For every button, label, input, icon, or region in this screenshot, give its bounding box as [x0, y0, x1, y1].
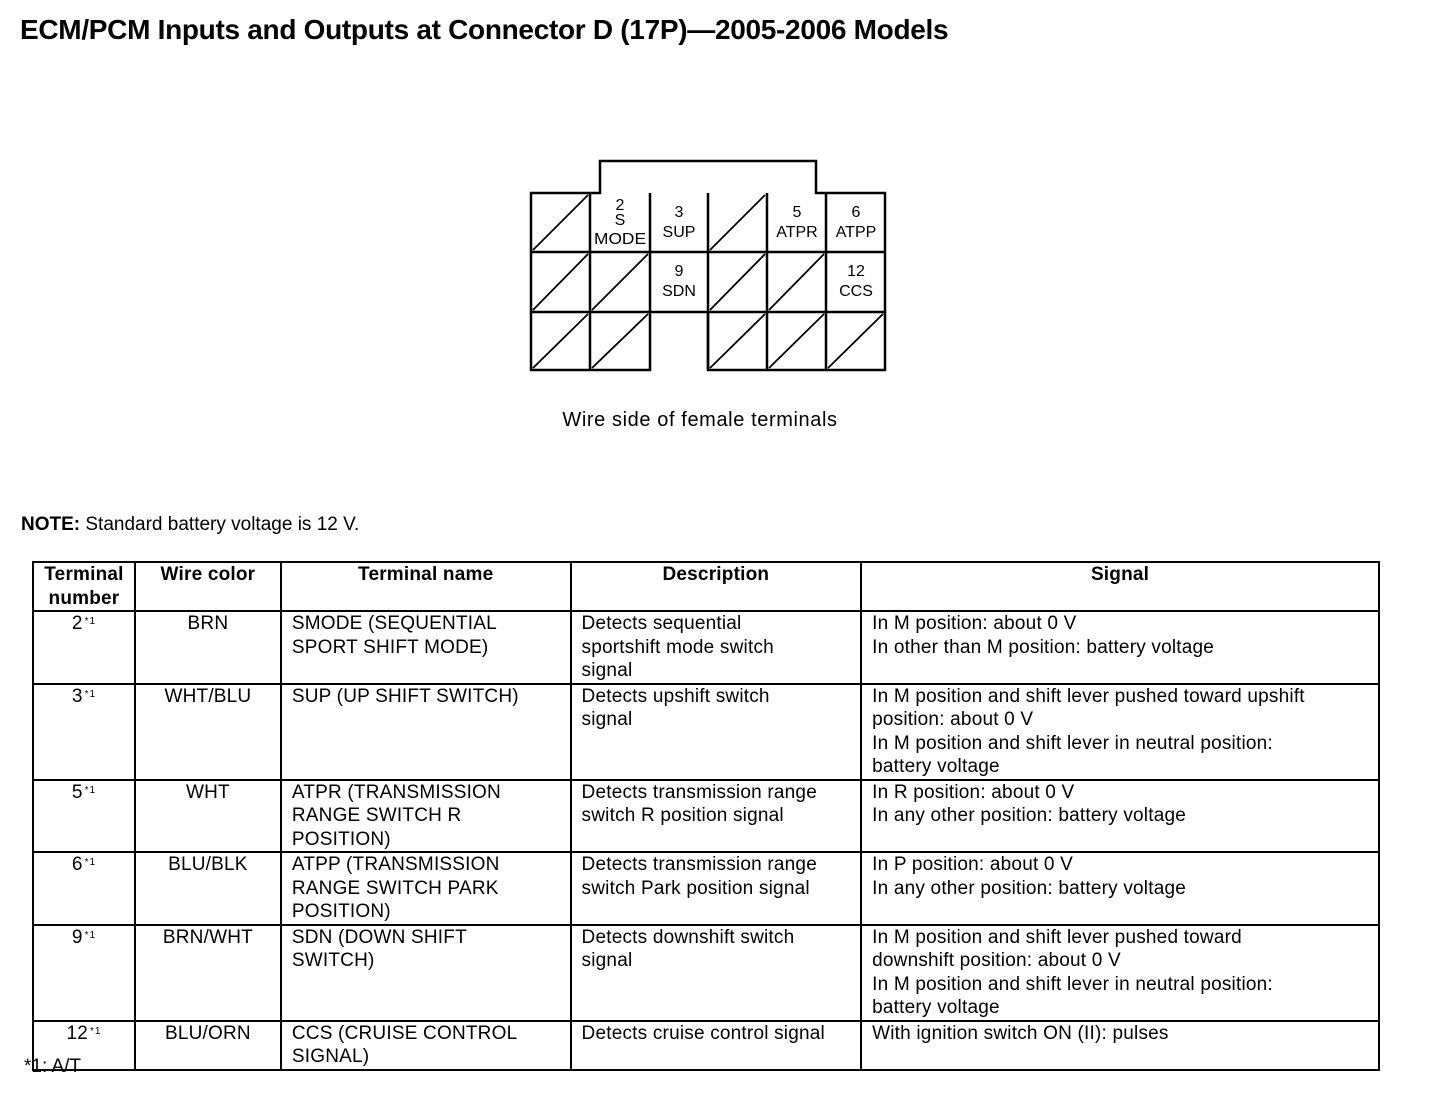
cell-terminal-number	[33, 852, 135, 925]
cell-signal-line: In M position and shift lever pushed toward	[872, 926, 1242, 948]
cell-signal	[861, 780, 1379, 853]
cell-signal-line: In M position and shift lever pushed toward upshift	[872, 685, 1305, 707]
terminal-12-number: 12	[847, 263, 865, 280]
cell-description-line: signal	[581, 709, 633, 730]
cell-terminal-name-line: SPORT SHIFT MODE)	[291, 636, 489, 658]
cell-terminal-name-line: SDN (DOWN SHIFT	[291, 926, 467, 948]
cell-description-line: Detects transmission range	[581, 854, 817, 875]
terminal-6-label: ATPP	[835, 224, 877, 241]
cell-description	[571, 684, 862, 780]
terminal-5-label: ATPR	[776, 224, 818, 241]
terminal-2-prefix: S	[614, 212, 626, 229]
terminal-12-label: CCS	[839, 283, 873, 300]
cell-signal-line: position: about 0 V	[872, 709, 1034, 730]
terminal-6-number: 6	[851, 204, 861, 221]
cell-terminal-name-line: SWITCH)	[291, 950, 375, 971]
header-description: Description	[571, 562, 862, 611]
header-wire-color: Wire color	[135, 562, 281, 611]
cell-signal-line: In M position and shift lever in neutral position:	[872, 973, 1273, 995]
table-row	[33, 852, 1379, 925]
cell-signal	[861, 684, 1379, 780]
terminal-table	[32, 561, 1380, 1071]
cell-terminal-name-line: RANGE SWITCH R	[291, 805, 462, 826]
cell-signal-line: In M position: about 0 V	[872, 613, 1077, 634]
terminal-number: 6	[71, 854, 83, 875]
cell-signal-line: In any other position: battery voltage	[872, 877, 1187, 899]
cell-terminal-number	[33, 684, 135, 780]
cell-terminal-name	[281, 611, 571, 684]
cell-description	[571, 925, 862, 1021]
cell-description-line: Detects sequential	[581, 613, 742, 634]
terminal-2-number: 2	[615, 197, 625, 214]
cell-signal-line: In M position and shift lever in neutral position:	[872, 732, 1273, 754]
cell-terminal-name-line: SMODE (SEQUENTIAL	[291, 613, 497, 634]
cell-terminal-name	[281, 780, 571, 853]
cell-description	[571, 780, 862, 853]
cell-signal	[861, 852, 1379, 925]
cell-terminal-name	[281, 852, 571, 925]
footnote: *1: A/T	[24, 1056, 82, 1077]
table-row	[33, 1021, 1379, 1070]
cell-signal-line: battery voltage	[872, 997, 1000, 1018]
terminal-3-number: 3	[674, 204, 684, 221]
cell-terminal-name-line: ATPR (TRANSMISSION	[291, 781, 501, 803]
terminal-2-label: MODE	[594, 231, 646, 248]
cell-description-line: signal	[581, 950, 633, 971]
cell-description-line: switch R position signal	[581, 805, 784, 826]
footnote-mark: *1	[84, 616, 97, 627]
terminal-number: 12	[66, 1022, 89, 1044]
cell-signal-line: In P position: about 0 V	[872, 854, 1074, 875]
cell-signal-line: In any other position: battery voltage	[872, 805, 1187, 826]
table-row	[33, 925, 1379, 1021]
terminal-9-number: 9	[674, 263, 684, 280]
note-prefix: NOTE:	[21, 514, 81, 535]
header-terminal-number	[33, 562, 135, 611]
table-row	[33, 611, 1379, 684]
footnote-mark: *1	[84, 784, 97, 796]
cell-signal-line: With ignition switch ON (II): pulses	[872, 1022, 1169, 1044]
table-row	[33, 780, 1379, 853]
cell-description-line: switch Park position signal	[581, 877, 810, 899]
cell-signal-line: battery voltage	[872, 756, 1000, 777]
header-terminal-line1: Terminal	[44, 564, 124, 585]
cell-signal	[861, 925, 1379, 1021]
cell-terminal-number	[33, 611, 135, 684]
cell-terminal-number	[33, 925, 135, 1021]
footnote-mark: *1	[84, 929, 97, 941]
cell-description-line: Detects upshift switch	[581, 685, 770, 707]
cell-terminal-name-line: SUP (UP SHIFT SWITCH)	[291, 685, 519, 707]
header-signal: Signal	[861, 562, 1379, 611]
cell-terminal-name-line: POSITION)	[291, 828, 391, 850]
table-row	[33, 684, 1379, 780]
cell-terminal-name-line: POSITION)	[291, 901, 391, 922]
cell-signal-line: In R position: about 0 V	[872, 781, 1075, 803]
cell-terminal-number	[33, 780, 135, 853]
terminal-5-number: 5	[792, 204, 802, 221]
cell-wire-color: WHT/BLU	[135, 684, 281, 780]
terminal-number: 3	[71, 685, 83, 707]
cell-terminal-name-line: SIGNAL)	[291, 1046, 370, 1067]
cell-description-line: Detects transmission range	[581, 781, 817, 803]
terminal-number: 2	[71, 613, 83, 634]
connector-caption: Wire side of female terminals	[562, 409, 838, 431]
cell-signal-line: downshift position: about 0 V	[872, 950, 1121, 971]
header-terminal-name: Terminal name	[281, 562, 571, 611]
cell-wire-color: BRN/WHT	[135, 925, 281, 1021]
terminal-number: 5	[71, 781, 83, 803]
cell-description	[571, 1021, 862, 1070]
terminal-number: 9	[71, 926, 83, 948]
cell-terminal-name-line: CCS (CRUISE CONTROL	[291, 1022, 518, 1044]
cell-signal-line: In other than M position: battery voltage	[872, 636, 1215, 658]
cell-terminal-name-line: RANGE SWITCH PARK	[291, 877, 499, 899]
table-header-row	[33, 562, 1379, 611]
footnote-mark: *1	[90, 1025, 102, 1037]
cell-description-line: signal	[581, 660, 633, 681]
footnote-mark: *1	[84, 688, 97, 700]
cell-wire-color: BLU/ORN	[135, 1021, 281, 1070]
cell-terminal-name-line: ATPP (TRANSMISSION	[291, 854, 500, 875]
cell-description-line: sportshift mode switch	[581, 636, 774, 658]
cell-signal	[861, 1021, 1379, 1070]
terminal-9-label: SDN	[662, 283, 696, 300]
cell-wire-color: WHT	[135, 780, 281, 853]
cell-signal	[861, 611, 1379, 684]
footnote-mark: *1	[84, 857, 97, 868]
cell-terminal-name	[281, 684, 571, 780]
cell-description-line: Detects cruise control signal	[581, 1022, 825, 1044]
page-title: ECM/PCM Inputs and Outputs at Connector D (17P)—2005-2006 Models	[20, 14, 949, 45]
note	[21, 514, 359, 536]
cell-wire-color: BRN	[135, 611, 281, 684]
header-terminal-line2: number	[48, 587, 120, 609]
table-body	[33, 611, 1379, 1070]
cell-description	[571, 852, 862, 925]
note-text: Standard battery voltage is 12 V.	[80, 514, 360, 535]
connector-diagram	[525, 155, 895, 377]
cell-terminal-name	[281, 1021, 571, 1070]
cell-wire-color: BLU/BLK	[135, 852, 281, 925]
cell-description	[571, 611, 862, 684]
cell-terminal-name	[281, 925, 571, 1021]
cell-description-line: Detects downshift switch	[581, 926, 795, 948]
terminal-3-label: SUP	[662, 224, 696, 241]
